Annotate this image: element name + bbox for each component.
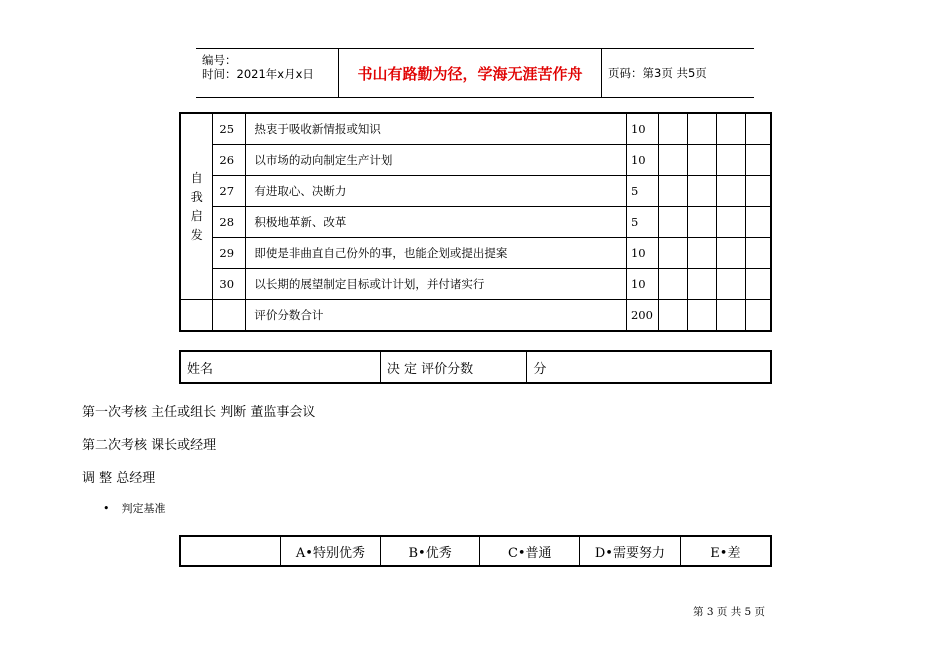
blank-cell [687,300,716,332]
row-score: 10 [626,238,658,269]
unit-cell: 分 [527,351,771,383]
blank-cell [658,269,687,300]
category-label: 自我启发 [190,170,203,242]
table-row [180,238,771,269]
row-score: 5 [626,176,658,207]
blank-cell [213,300,246,332]
blank-cell [745,269,771,300]
blank-cell [716,113,745,145]
blank-cell [658,238,687,269]
blank-cell [745,176,771,207]
blank-cell [745,113,771,145]
row-score: 5 [626,207,658,238]
blank-cell [687,207,716,238]
table-row [180,351,771,383]
blank-cell [745,145,771,176]
blank-cell [658,300,687,332]
first-review-line: 第一次考核 主任或组长 判断 董监事会议 [82,405,316,420]
blank-cell [658,207,687,238]
row-item: 积极地革新、改革 [246,207,627,238]
grade-cell: D•需要努力 [580,536,681,566]
row-score: 10 [626,269,658,300]
table-row [180,536,771,566]
total-label: 评价分数合计 [246,300,627,332]
blank-cell [687,269,716,300]
blank-cell [745,207,771,238]
grade-cell: C•普通 [480,536,580,566]
row-number: 27 [213,176,246,207]
grade-cell: E•差 [680,536,771,566]
row-item: 有进取心、决断力 [246,176,627,207]
criteria-label: 判定基准 [121,502,166,515]
grade-cell: A•特别优秀 [281,536,381,566]
row-number: 26 [213,145,246,176]
blank-cell [745,238,771,269]
table-row [180,145,771,176]
adjust-line: 调 整 总经理 [82,471,156,486]
blank-cell [716,176,745,207]
row-number: 28 [213,207,246,238]
page-footer: 第 3 页 共 5 页 [693,606,766,618]
grade-table [179,535,772,567]
row-score: 10 [626,145,658,176]
second-review-line: 第二次考核 课长或经理 [82,438,217,453]
grade-cell: B•优秀 [380,536,480,566]
row-item: 即使是非曲直自己份外的事，也能企划或提出提案 [246,238,627,269]
blank-cell [745,300,771,332]
blank-cell [180,300,213,332]
row-score: 10 [626,113,658,145]
blank-cell [716,238,745,269]
blank-cell [716,300,745,332]
name-cell: 姓名 [180,351,380,383]
table-row [180,113,771,145]
total-score: 200 [626,300,658,332]
row-item: 以市场的动向制定生产计划 [246,145,627,176]
blank-cell [658,176,687,207]
table-row [180,207,771,238]
blank-cell [658,145,687,176]
row-number: 25 [213,113,246,145]
row-number: 29 [213,238,246,269]
time-label: 时间：2021年x月x日 [202,67,314,81]
table-row [180,269,771,300]
number-label: 编号： [202,53,237,67]
category-cell [180,113,213,300]
blank-cell [716,207,745,238]
evaluation-table [179,112,772,332]
row-item: 热衷于吸收新情报或知识 [246,113,627,145]
table-row [180,176,771,207]
header-meta [196,49,339,97]
row-number: 30 [213,269,246,300]
blank-cell [687,113,716,145]
blank-cell [716,145,745,176]
header-motto: 书山有路勤为径，学海无涯苦作舟 [339,49,602,97]
page-header [196,48,754,98]
page-indicator: 页码：第3页 共5页 [608,66,707,80]
blank-cell [180,536,281,566]
blank-cell [658,113,687,145]
blank-cell [687,238,716,269]
name-score-table [179,350,772,384]
bullet-icon: • [103,502,110,515]
total-row [180,300,771,332]
criteria-heading [103,500,166,516]
decision-cell: 决 定 评价分数 [380,351,527,383]
blank-cell [687,176,716,207]
blank-cell [716,269,745,300]
row-item: 以长期的展望制定目标或计计划，并付诸实行 [246,269,627,300]
blank-cell [687,145,716,176]
